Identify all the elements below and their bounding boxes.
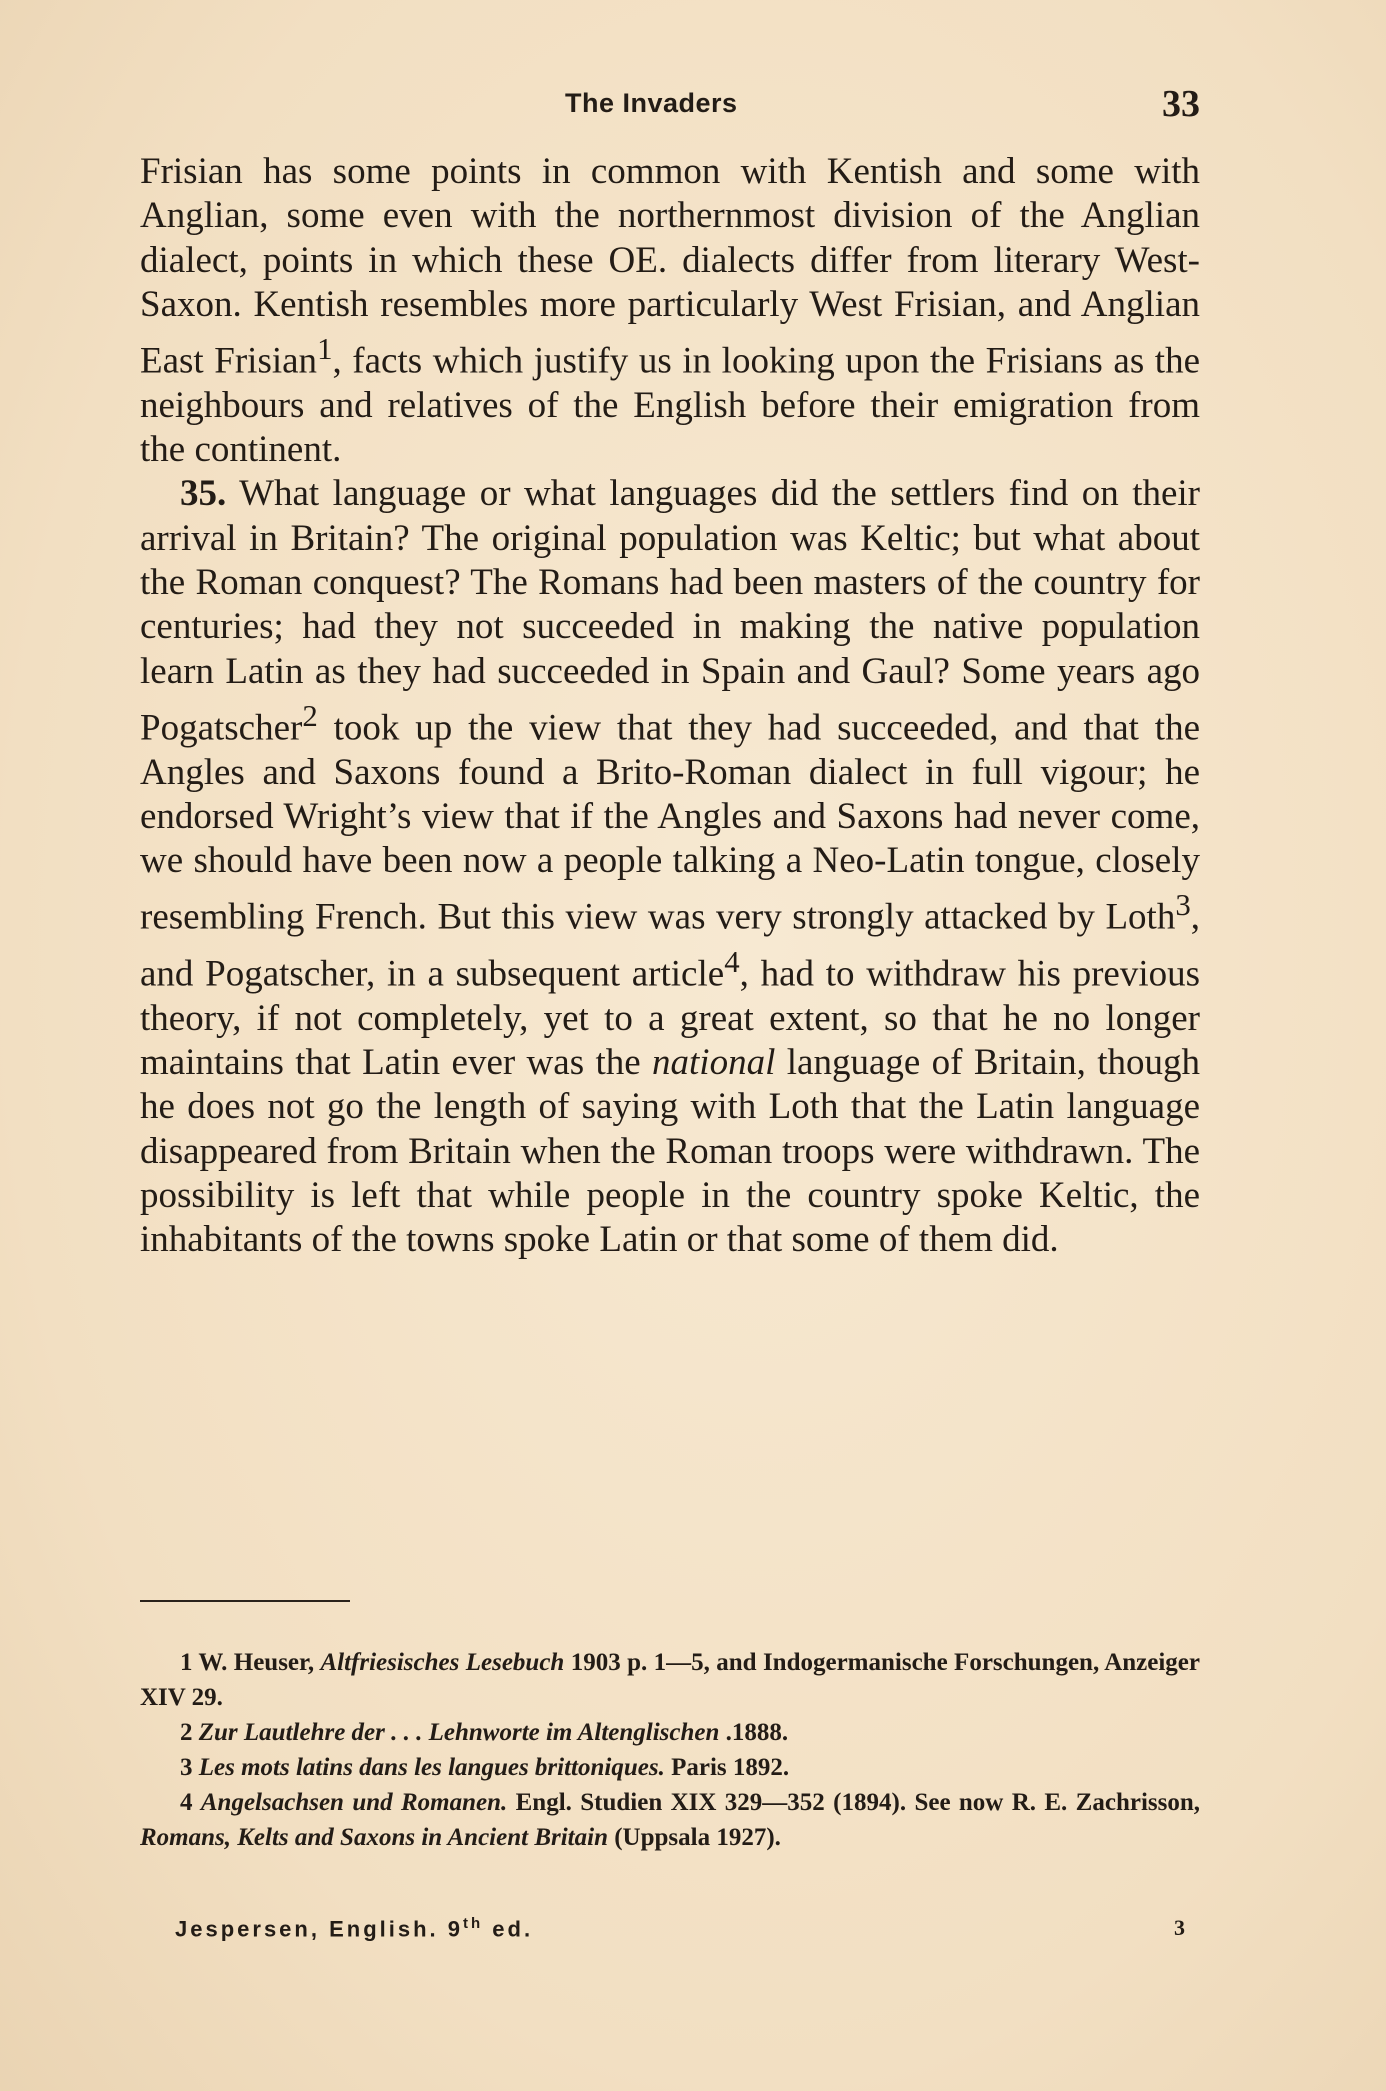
footnote-4 [140, 1785, 1200, 1855]
footnote-ref-3: 3 [1175, 888, 1191, 923]
footnotes [140, 1645, 1200, 1855]
footnote-text: Paris 1892. [664, 1754, 790, 1781]
footnote-title: Angelsachsen und Romanen. [200, 1789, 508, 1816]
para1-end-text: , facts which justify us in looking upon the Frisians as the neighbours and relatives of the English before their emigration from the continent. [140, 340, 1200, 471]
paragraph-35 [140, 472, 1200, 1262]
footnote-3 [140, 1750, 1200, 1785]
footnote-text: 1903 p. 1—5, and Indogermanische Forschungen, Anzeiger XIV 29. [140, 1649, 1200, 1711]
running-head: The Invaders [565, 88, 738, 118]
footnote-title: Zur Lautlehre der . . . Lehnworte im Altenglischen [198, 1719, 720, 1746]
paragraph-number: 35. [180, 473, 227, 515]
footnote-ref-2: 2 [302, 698, 318, 733]
para2-text-a: What language or what languages did the settlers find on their arrival in Britain? The original population was Keltic; but what about the Roman conquest? The Romans had been masters of the country for centuries; had they not succeeded in making the native population learn Latin as they had succeeded in Spain and Gaul? Some years ago Pogatscher [140, 473, 1200, 749]
edition-sup: th [462, 1915, 484, 1932]
footnote-num: 3 [180, 1754, 193, 1781]
footnote-title: Les mots latins dans les langues brittoniques. [198, 1754, 665, 1781]
footnote-ref-1: 1 [317, 332, 333, 367]
para2-text-c: , and Pogatscher, in a subsequent article [140, 896, 1200, 995]
para1-text: Frisian has some points in common with Kentish and some with Anglian, some even with the northernmost division of the Anglian dialect, points in which these OE. dialects differ from literary West-Saxon. Kentish resembles more particularly West Frisian, and Anglian East Frisian [140, 151, 1200, 382]
italic-national: national [652, 1041, 776, 1083]
footnote-title: Altfriesisches Lesebuch [320, 1649, 565, 1676]
paragraph-frisian [140, 150, 1200, 472]
footnote-1 [140, 1645, 1200, 1715]
sheet-number: 3 [1174, 1915, 1185, 1940]
footnote-text: (Uppsala 1927). [607, 1824, 781, 1851]
signature-text [175, 1915, 533, 1942]
footnote-rule [140, 1600, 350, 1602]
footnote-num: 4 [180, 1789, 193, 1816]
para2-text-d: , had to withdraw his previous theory, if not completely, yet to a great extent, so that he no longer maintains that Latin ever was the [140, 953, 1200, 1083]
footnote-ref-4: 4 [724, 945, 740, 980]
para2-text-e: language of Britain, though he does not go the length of saying with Loth that the Latin language disappeared from Britain when the Roman troops were withdrawn. The possibility is left that while people in the country spoke Keltic, the inhabitants of the towns spoke Latin or that some of them did. [140, 1041, 1200, 1261]
footnote-num: 1 [180, 1649, 193, 1676]
footnote-num: 2 [180, 1719, 193, 1746]
signature-name: Jespersen, English. 9 [175, 1916, 463, 1942]
footnote-2 [140, 1715, 1200, 1750]
footnote-text: .1888. [719, 1719, 789, 1746]
page-header [140, 83, 1200, 128]
page-number: 33 [1162, 83, 1200, 125]
footnote-text: W. Heuser, [192, 1649, 321, 1676]
para2-text-b: took up the view that they had succeeded, and that the Angles and Saxons found a Brito-Roman dialect in full vigour; he endorsed Wright’s view that if the Angles and Saxons had never come, we should have been now a people talking a Neo-Latin tongue, closely resembling French. But this view was very strongly attacked by Loth [140, 707, 1200, 938]
edition-suffix: ed. [483, 1916, 534, 1942]
body-text [140, 150, 1200, 1262]
footnote-text: Engl. Studien XIX 329—352 (1894). See now R. E. Zachrisson, [507, 1789, 1201, 1816]
footnote-text [193, 1789, 201, 1816]
footnote-title: Romans, Kelts and Saxons in Ancient Britain [140, 1824, 608, 1851]
